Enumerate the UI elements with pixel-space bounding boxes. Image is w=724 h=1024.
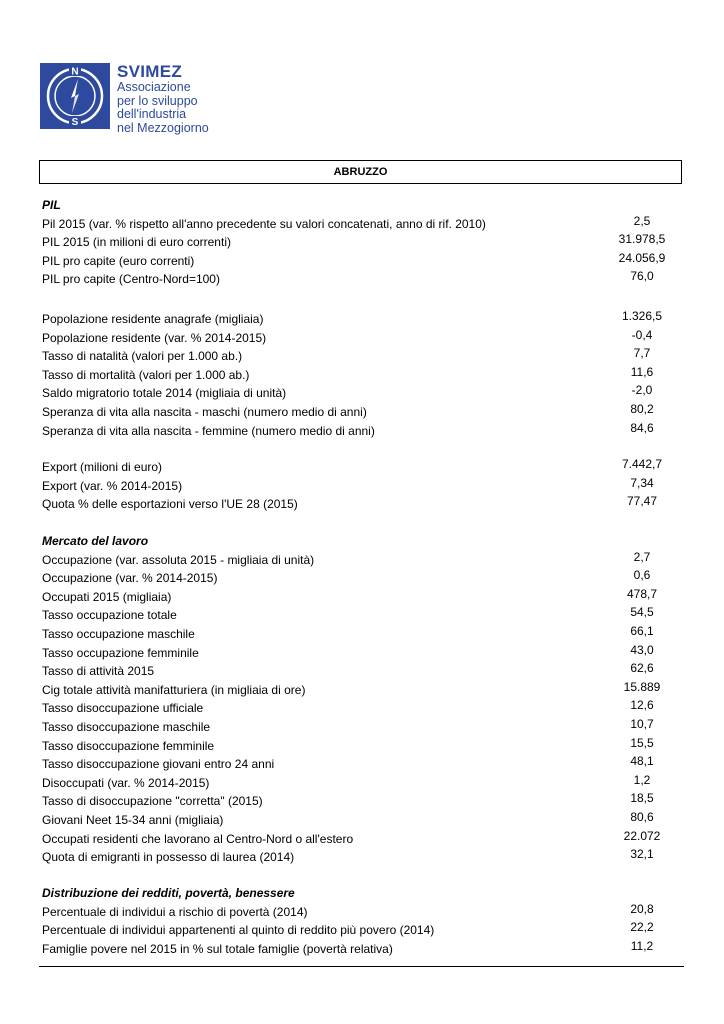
indicator-label: PIL pro capite (Centro-Nord=100) (42, 272, 220, 287)
indicator-label: Speranza di vita alla nascita - maschi (numero medio di anni) (42, 405, 367, 419)
indicator-label: Popolazione residente (var. % 2014-2015) (42, 330, 267, 345)
indicator-value: 24.056,9 (618, 250, 666, 265)
org-line-4: nel Mezzogiorno (117, 120, 209, 135)
indicator-label: Disoccupati (var. % 2014-2015) (42, 775, 210, 790)
indicator-label: PIL 2015 (in milioni di euro correnti) (42, 235, 231, 250)
indicator-row (42, 586, 682, 605)
indicator-row (42, 311, 682, 327)
indicator-label: Giovani Neet 15-34 anni (migliaia) (42, 813, 224, 827)
indicator-label: Cig totale attività manifatturiera (in migliaia di ore) (42, 682, 306, 697)
indicator-label: Popolazione residente anagrafe (migliaia) (42, 312, 264, 326)
indicator-value: -0,4 (631, 327, 653, 342)
indicator-value: 1,2 (633, 772, 651, 787)
indicator-value: 20,8 (630, 901, 654, 916)
indicator-row (42, 793, 682, 809)
indicator-value: 66,1 (630, 624, 654, 638)
indicator-value: 62,6 (630, 661, 654, 676)
indicator-value: 7.442,7 (621, 457, 663, 471)
indicator-label: Percentuale di individui a rischio di povertà (2014) (42, 904, 308, 919)
indicator-value: 11,2 (630, 938, 654, 953)
indicator-row (42, 626, 682, 642)
indicator-label: Famiglie povere nel 2015 in % sul totale famiglie (povertà relativa) (42, 941, 393, 956)
indicator-row (42, 812, 682, 828)
indicator-row (42, 849, 682, 865)
indicator-value: 54,5 (630, 605, 654, 620)
indicator-row (42, 922, 682, 938)
compass-south-letter: S (71, 117, 79, 128)
org-line-1: Associazione (117, 80, 191, 94)
indicator-row (42, 938, 682, 957)
indicator-value: 1.326,5 (621, 309, 663, 323)
indicator-label: Tasso di mortalità (valori per 1.000 ab.) (42, 367, 250, 382)
indicator-row (42, 735, 682, 754)
indicator-row (42, 756, 682, 772)
indicator-row (42, 549, 682, 568)
indicator-value: 22.072 (623, 828, 661, 843)
indicator-value: 7,7 (633, 346, 651, 361)
indicator-row (42, 679, 682, 698)
indicator-value: 31.978,5 (618, 232, 666, 247)
indicator-value: 2,7 (633, 549, 651, 564)
indicator-row (42, 234, 682, 250)
indicator-value: 10,7 (630, 717, 654, 731)
indicator-label: Pil 2015 (var. % rispetto all'anno precedente su valori concatenati, anno di rif. 2010) (42, 216, 486, 231)
indicator-value: 32,1 (630, 847, 654, 862)
indicator-label: Export (milioni di euro) (42, 460, 163, 474)
indicator-row (42, 348, 682, 364)
org-line-2: per lo sviluppo (117, 93, 198, 108)
indicator-row (42, 271, 682, 287)
indicator-row (42, 364, 682, 383)
compass-north-letter: N (71, 66, 79, 78)
indicator-value: 0,6 (633, 568, 651, 583)
bottom-divider (39, 966, 684, 967)
indicator-label: Occupazione (var. % 2014-2015) (42, 571, 218, 586)
indicator-row (42, 404, 682, 420)
indicator-label: Occupati residenti che lavorano al Centro-Nord o all'estero (42, 831, 354, 846)
indicator-label: Tasso di disoccupazione "corretta" (2015) (42, 794, 263, 809)
indicator-label: Export (var. % 2014-2015) (42, 478, 183, 493)
indicator-label: Tasso di attività 2015 (42, 664, 155, 679)
indicator-label: Tasso occupazione totale (42, 608, 177, 623)
region-title: ABRUZZO (39, 160, 682, 184)
indicator-row (42, 213, 682, 232)
indicator-label: Tasso occupazione femminile (42, 645, 199, 660)
indicator-label: Quota % delle esportazioni verso l'UE 28 (2015) (42, 497, 298, 512)
org-name: SVIMEZ (117, 62, 183, 81)
indicator-value: 48,1 (630, 754, 654, 769)
indicator-value: 80,6 (630, 810, 654, 824)
compass-icon (40, 63, 110, 129)
indicator-row (42, 250, 682, 269)
indicator-row (42, 459, 682, 475)
indicator-value: 11,6 (630, 364, 654, 379)
indicator-row (42, 663, 682, 679)
section-heading: Distribuzione dei redditi, povertà, benessere (42, 886, 295, 900)
indicator-value: 15.889 (623, 679, 661, 694)
indicator-row (42, 642, 682, 661)
indicator-label: Tasso disoccupazione ufficiale (42, 701, 204, 716)
indicator-value: 80,2 (630, 402, 654, 416)
section-heading: PIL (42, 198, 61, 212)
indicator-row (42, 496, 682, 512)
indicator-row (42, 828, 682, 847)
indicator-label: Percentuale di individui appartenenti al quinto di reddito più povero (2014) (42, 923, 435, 938)
indicator-label: Tasso disoccupazione maschile (42, 720, 211, 734)
indicator-value: 15,5 (630, 735, 654, 750)
indicator-label: Tasso di natalità (valori per 1.000 ab.) (42, 349, 243, 364)
indicator-label: Tasso disoccupazione giovani entro 24 anni (42, 757, 275, 772)
section-heading: Mercato del lavoro (42, 534, 149, 548)
indicator-row (42, 772, 682, 791)
indicator-value: 2,5 (633, 213, 651, 228)
indicator-label: Speranza di vita alla nascita - femmine (numero medio di anni) (42, 423, 375, 438)
indicator-label: Occupati 2015 (migliaia) (42, 589, 172, 604)
indicator-row (42, 475, 682, 494)
org-line-3: dell'industria (117, 107, 187, 121)
indicator-value: 76,0 (630, 269, 654, 284)
indicator-value: 7,34 (630, 475, 654, 490)
org-block (117, 63, 209, 135)
indicator-value: 84,6 (630, 420, 654, 435)
indicator-label: Tasso disoccupazione femminile (42, 738, 215, 753)
indicator-row (42, 327, 682, 346)
indicator-row (42, 385, 682, 401)
indicator-row (42, 607, 682, 623)
indicator-label: Occupazione (var. assoluta 2015 - migliaia di unità) (42, 552, 315, 567)
indicator-label: Saldo migratorio totale 2014 (migliaia di unità) (42, 386, 287, 401)
indicator-value: 478,7 (626, 586, 658, 601)
indicator-value: 77,47 (626, 494, 658, 509)
indicator-value: 43,0 (630, 642, 654, 657)
svimez-logo (40, 63, 110, 129)
indicator-row (42, 420, 682, 439)
indicator-label: Quota di emigranti in possesso di laurea (2014) (42, 850, 295, 865)
indicator-row (42, 901, 682, 920)
indicator-row (42, 570, 682, 586)
indicator-label: PIL pro capite (euro correnti) (42, 253, 195, 268)
indicator-row (42, 700, 682, 716)
indicator-value: 22,2 (630, 920, 654, 935)
indicator-value: 18,5 (630, 791, 654, 806)
indicator-value: 12,6 (630, 698, 654, 713)
indicator-label: Tasso occupazione maschile (42, 627, 195, 641)
indicator-row (42, 719, 682, 735)
indicator-value: -2,0 (631, 383, 653, 398)
